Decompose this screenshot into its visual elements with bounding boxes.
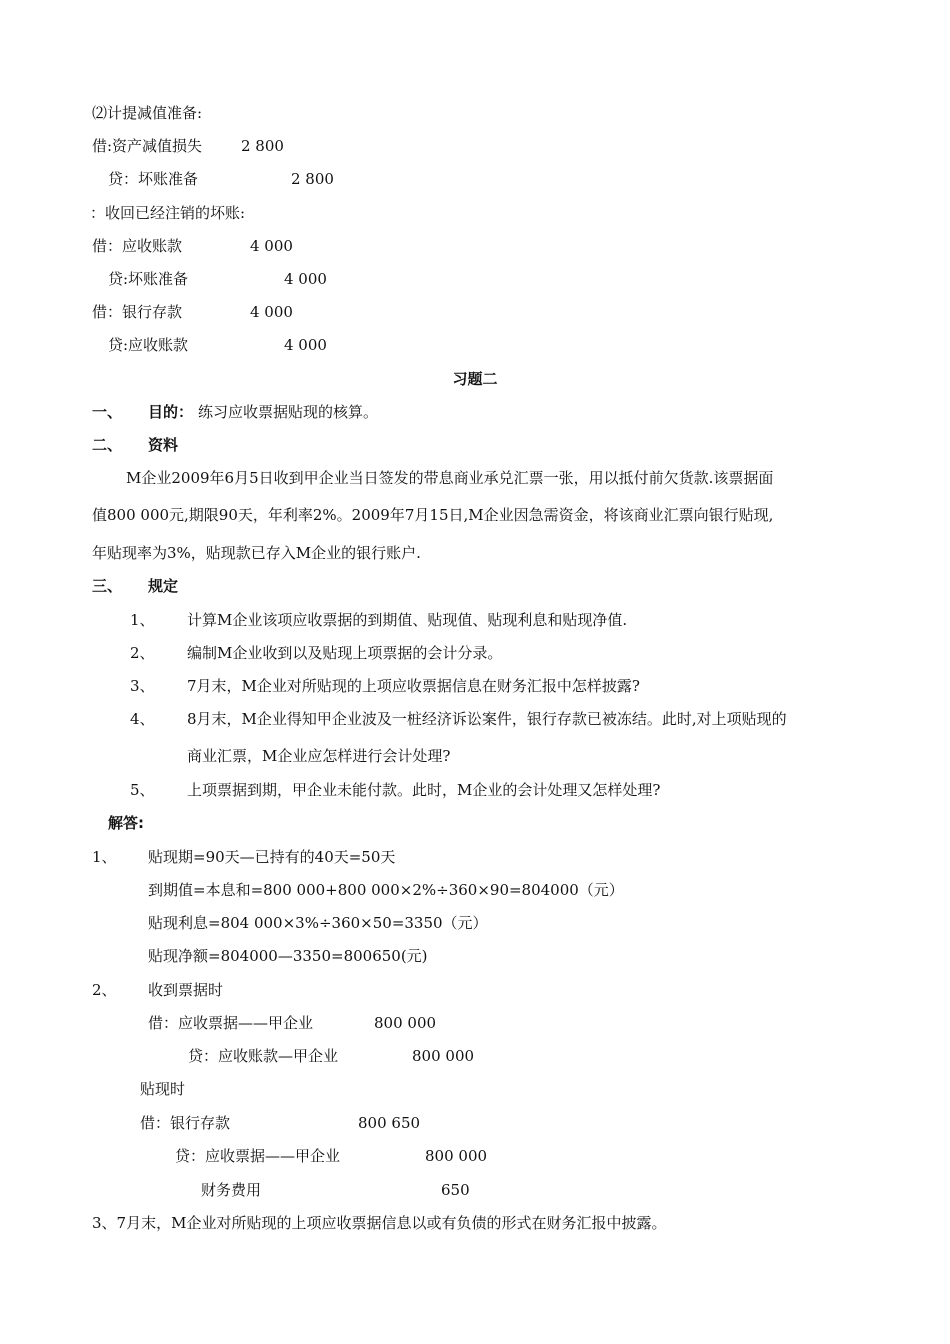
entry-amount: 4 000 xyxy=(250,303,293,321)
answer-number: 2、 xyxy=(92,981,117,999)
entry-amount: 800 650 xyxy=(358,1114,421,1132)
answer-line: 贴现利息=804 000×3%÷360×50=3350（元） xyxy=(148,914,488,932)
entry-amount: 2 800 xyxy=(241,137,284,155)
section-label: 目的： xyxy=(148,403,194,421)
entry-credit: 贷:坏账准备 xyxy=(108,270,189,288)
section-label: 规定 xyxy=(148,577,179,595)
entry-debit: 借：应收票据——甲企业 xyxy=(148,1014,314,1032)
answer-label: 解答: xyxy=(108,814,144,832)
requirement-number: 4、 xyxy=(130,710,155,728)
entry-debit: 借：应收账款 xyxy=(92,237,183,255)
section-label: 资料 xyxy=(148,436,179,454)
requirement-text: 计算M企业该项应收票据的到期值、贴现值、贴现利息和贴现净值. xyxy=(187,611,628,629)
requirement-text: 编制M企业收到以及贴现上项票据的会计分录。 xyxy=(187,644,503,662)
entry-amount: 4 000 xyxy=(250,237,293,255)
entry-debit: 借：银行存款 xyxy=(140,1114,231,1132)
entry-amount: 800 000 xyxy=(412,1047,475,1065)
answer-line: 到期值=本息和=800 000+800 000×2%÷360×90=804000（元） xyxy=(148,881,624,899)
requirement-text: 7月末，M企业对所贴现的上项应收票据信息在财务汇报中怎样披露? xyxy=(187,677,640,695)
requirement-number: 2、 xyxy=(130,644,155,662)
section-number: 一、 xyxy=(92,403,123,421)
entry-credit: 贷：坏账准备 xyxy=(108,170,199,188)
entry-amount: 800 000 xyxy=(374,1014,437,1032)
material-paragraph: M企业2009年6月5日收到甲企业当日签发的带息商业承兑汇票一张，用以抵付前欠货款.该票据面 xyxy=(126,469,774,487)
requirement-number: 3、 xyxy=(130,677,155,695)
entry-credit: 财务费用 xyxy=(201,1181,262,1199)
entry-credit: 贷：应收票据——甲企业 xyxy=(175,1147,341,1165)
requirement-text: 8月末，M企业得知甲企业波及一桩经济诉讼案件，银行存款已被冻结。此时,对上项贴现的 xyxy=(187,710,787,728)
material-paragraph: 年贴现率为3%，贴现款已存入M企业的银行账户. xyxy=(92,544,421,562)
impairment-heading: ⑵计提减值准备: xyxy=(92,104,203,122)
entry-debit: 借:资产减值损失 xyxy=(92,137,203,155)
requirement-number: 5、 xyxy=(130,781,155,799)
collect-heading: ：收回已经注销的坏账: xyxy=(90,204,246,222)
answer-line: 贴现期=90天—已持有的40天=50天 xyxy=(148,848,396,866)
material-paragraph: 值800 000元,期限90天，年利率2%。2009年7月15日,M企业因急需资金，将该商业汇票向银行贴现, xyxy=(92,506,774,524)
answer-line: 贴现时 xyxy=(140,1080,186,1098)
entry-credit: 贷:应收账款 xyxy=(108,336,189,354)
answer-number: 1、 xyxy=(92,848,117,866)
entry-amount: 4 000 xyxy=(284,336,327,354)
purpose-text: 练习应收票据贴现的核算。 xyxy=(198,403,379,421)
requirement-text: 商业汇票，M企业应怎样进行会计处理? xyxy=(187,747,451,765)
requirement-number: 1、 xyxy=(130,611,155,629)
answer-line: 贴现净额=804000—3350=800650(元) xyxy=(148,947,428,965)
exercise-title: 习题二 xyxy=(452,370,498,388)
section-number: 二、 xyxy=(92,436,123,454)
entry-credit: 贷：应收账款—甲企业 xyxy=(188,1047,339,1065)
entry-amount: 650 xyxy=(441,1181,470,1199)
entry-amount: 800 000 xyxy=(425,1147,488,1165)
entry-debit: 借：银行存款 xyxy=(92,303,183,321)
answer-line: 3、7月末，M企业对所贴现的上项应收票据信息以或有负债的形式在财务汇报中披露。 xyxy=(92,1214,667,1232)
section-number: 三、 xyxy=(92,577,123,595)
requirement-text: 上项票据到期，甲企业未能付款。此时，M企业的会计处理又怎样处理? xyxy=(187,781,661,799)
answer-line: 收到票据时 xyxy=(148,981,224,999)
entry-amount: 2 800 xyxy=(291,170,334,188)
entry-amount: 4 000 xyxy=(284,270,327,288)
